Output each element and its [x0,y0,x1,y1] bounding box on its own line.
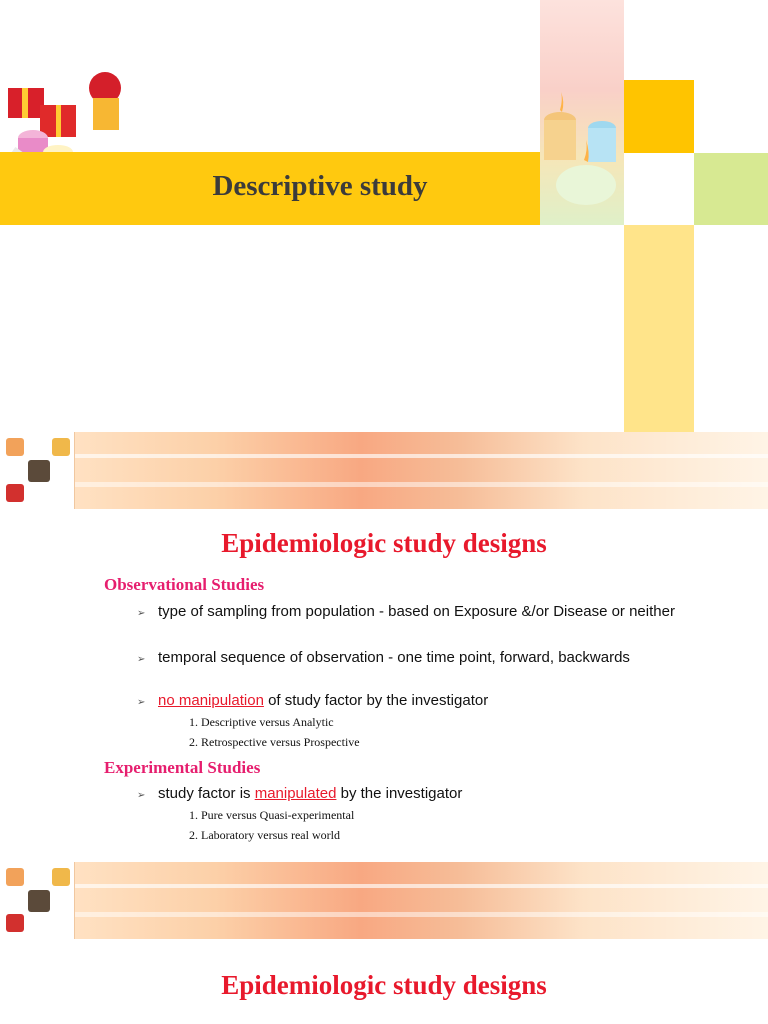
thumb-candy [52,868,70,886]
banner-thumbnails [0,862,75,939]
sub-item: 1. Pure versus Quasi-experimental [189,808,355,822]
bullet-icon: ➢ [137,697,146,708]
observational-heading: Observational Studies [104,575,265,594]
banner-thumbnails [0,432,75,509]
slide-study-designs [0,432,768,862]
thumb-flower [6,484,24,502]
bullet-manipulation [137,691,677,710]
bullet-icon: ➢ [137,608,146,619]
bullet-text: type of sampling from population - based on Exposure &/or Disease or neither [158,603,675,620]
emphasis-text: manipulated [254,785,337,802]
thumb-flower [6,914,24,932]
banner-stripe [0,884,768,888]
thumb-gift [6,438,24,456]
candles-illustration [540,0,624,225]
sub-item: 2. Retrospective versus Prospective [189,735,360,749]
emphasis-text: no manipulation [158,692,264,709]
slide-heading: Epidemiologic study designs [221,528,547,558]
banner-stripe [0,482,768,487]
bullet-icon: ➢ [137,790,146,801]
experimental-heading: Experimental Studies [104,758,261,777]
accent-square-orange [624,80,694,153]
slide-banner [0,432,768,509]
thumb-candy [52,438,70,456]
bullet-study-factor [137,784,677,803]
accent-bar-yellow [624,225,694,432]
thumb-photo [28,890,50,912]
bullet-temporal [137,648,677,667]
bullet-text: of study factor by the investigator [263,692,489,709]
bullet-text: temporal sequence of observation - one time point, forward, backwards [158,649,630,666]
slide-study-designs-2 [0,862,768,1024]
sub-item: 1. Descriptive versus Analytic [189,715,334,729]
thumb-photo [28,460,50,482]
bullet-icon: ➢ [137,654,146,665]
slide-banner [0,862,768,939]
slide-descriptive-study [0,0,768,432]
slide-title: Descriptive study [212,170,428,202]
accent-square-green [694,153,768,225]
bullet-text: study factor is [158,785,255,802]
banner-stripe [0,912,768,917]
bullet-sampling [137,602,677,621]
bullet-text: by the investigator [336,785,463,802]
candle-photo-panel [540,0,624,225]
slide-heading: Epidemiologic study designs [221,970,547,1000]
thumb-gift [6,868,24,886]
sub-item: 2. Laboratory versus real world [189,828,340,842]
banner-stripe [0,454,768,458]
